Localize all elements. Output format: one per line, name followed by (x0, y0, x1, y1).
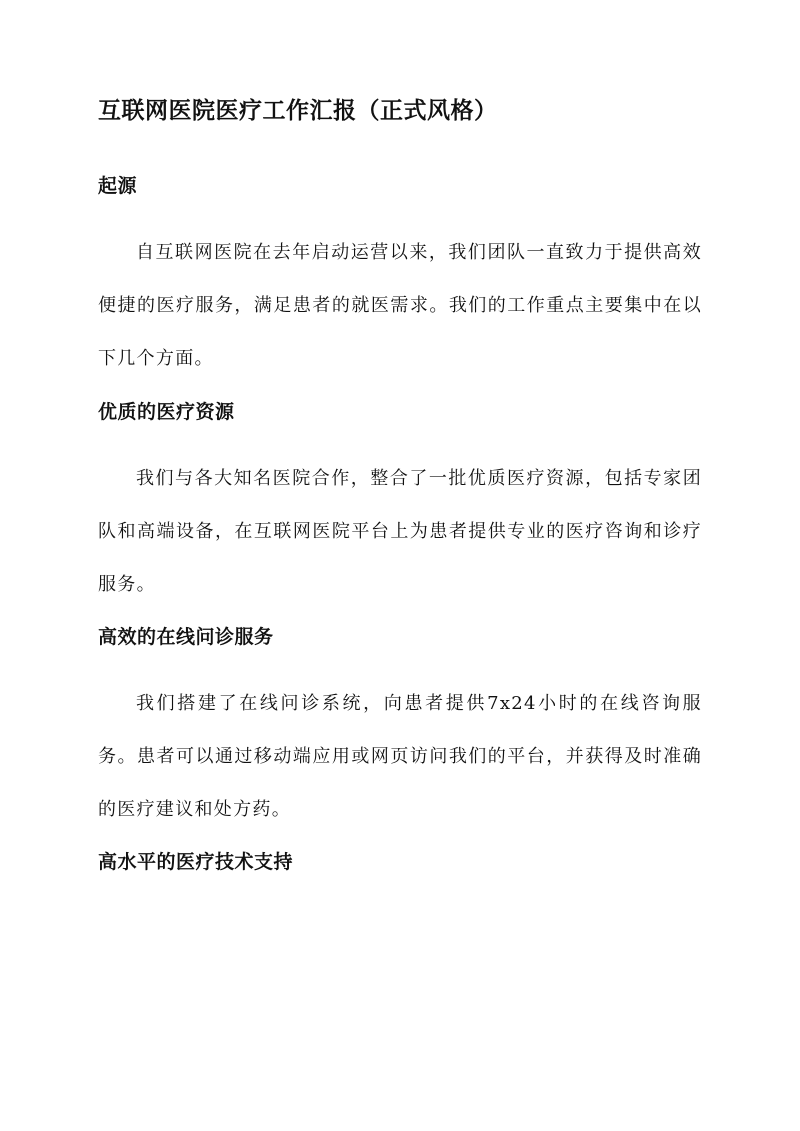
section-heading-origin: 起源 (98, 175, 138, 197)
section-paragraph-quality-resources: 我们与各大知名医院合作，整合了一批优质医疗资源，包括专家团队和高端设备，在互联网医院平台上为患者提供专业的医疗咨询和诊疗服务。 (98, 468, 702, 595)
section-heading-online-consultation: 高效的在线问诊服务 (98, 626, 274, 648)
section-paragraph-origin: 自互联网医院在去年启动运营以来，我们团队一直致力于提供高效便捷的医疗服务，满足患者的就医需求。我们的工作重点主要集中在以下几个方面。 (98, 242, 702, 369)
section-heading-technical-support: 高水平的医疗技术支持 (98, 851, 294, 873)
section-heading-quality-resources: 优质的医疗资源 (98, 401, 235, 423)
section-paragraph-online-consultation: 我们搭建了在线问诊系统，向患者提供7x24小时的在线咨询服务。患者可以通过移动端应用或网页访问我们的平台，并获得及时准确的医疗建议和处方药。 (98, 693, 702, 820)
document-title: 互联网医院医疗工作汇报（正式风格） (98, 97, 498, 124)
